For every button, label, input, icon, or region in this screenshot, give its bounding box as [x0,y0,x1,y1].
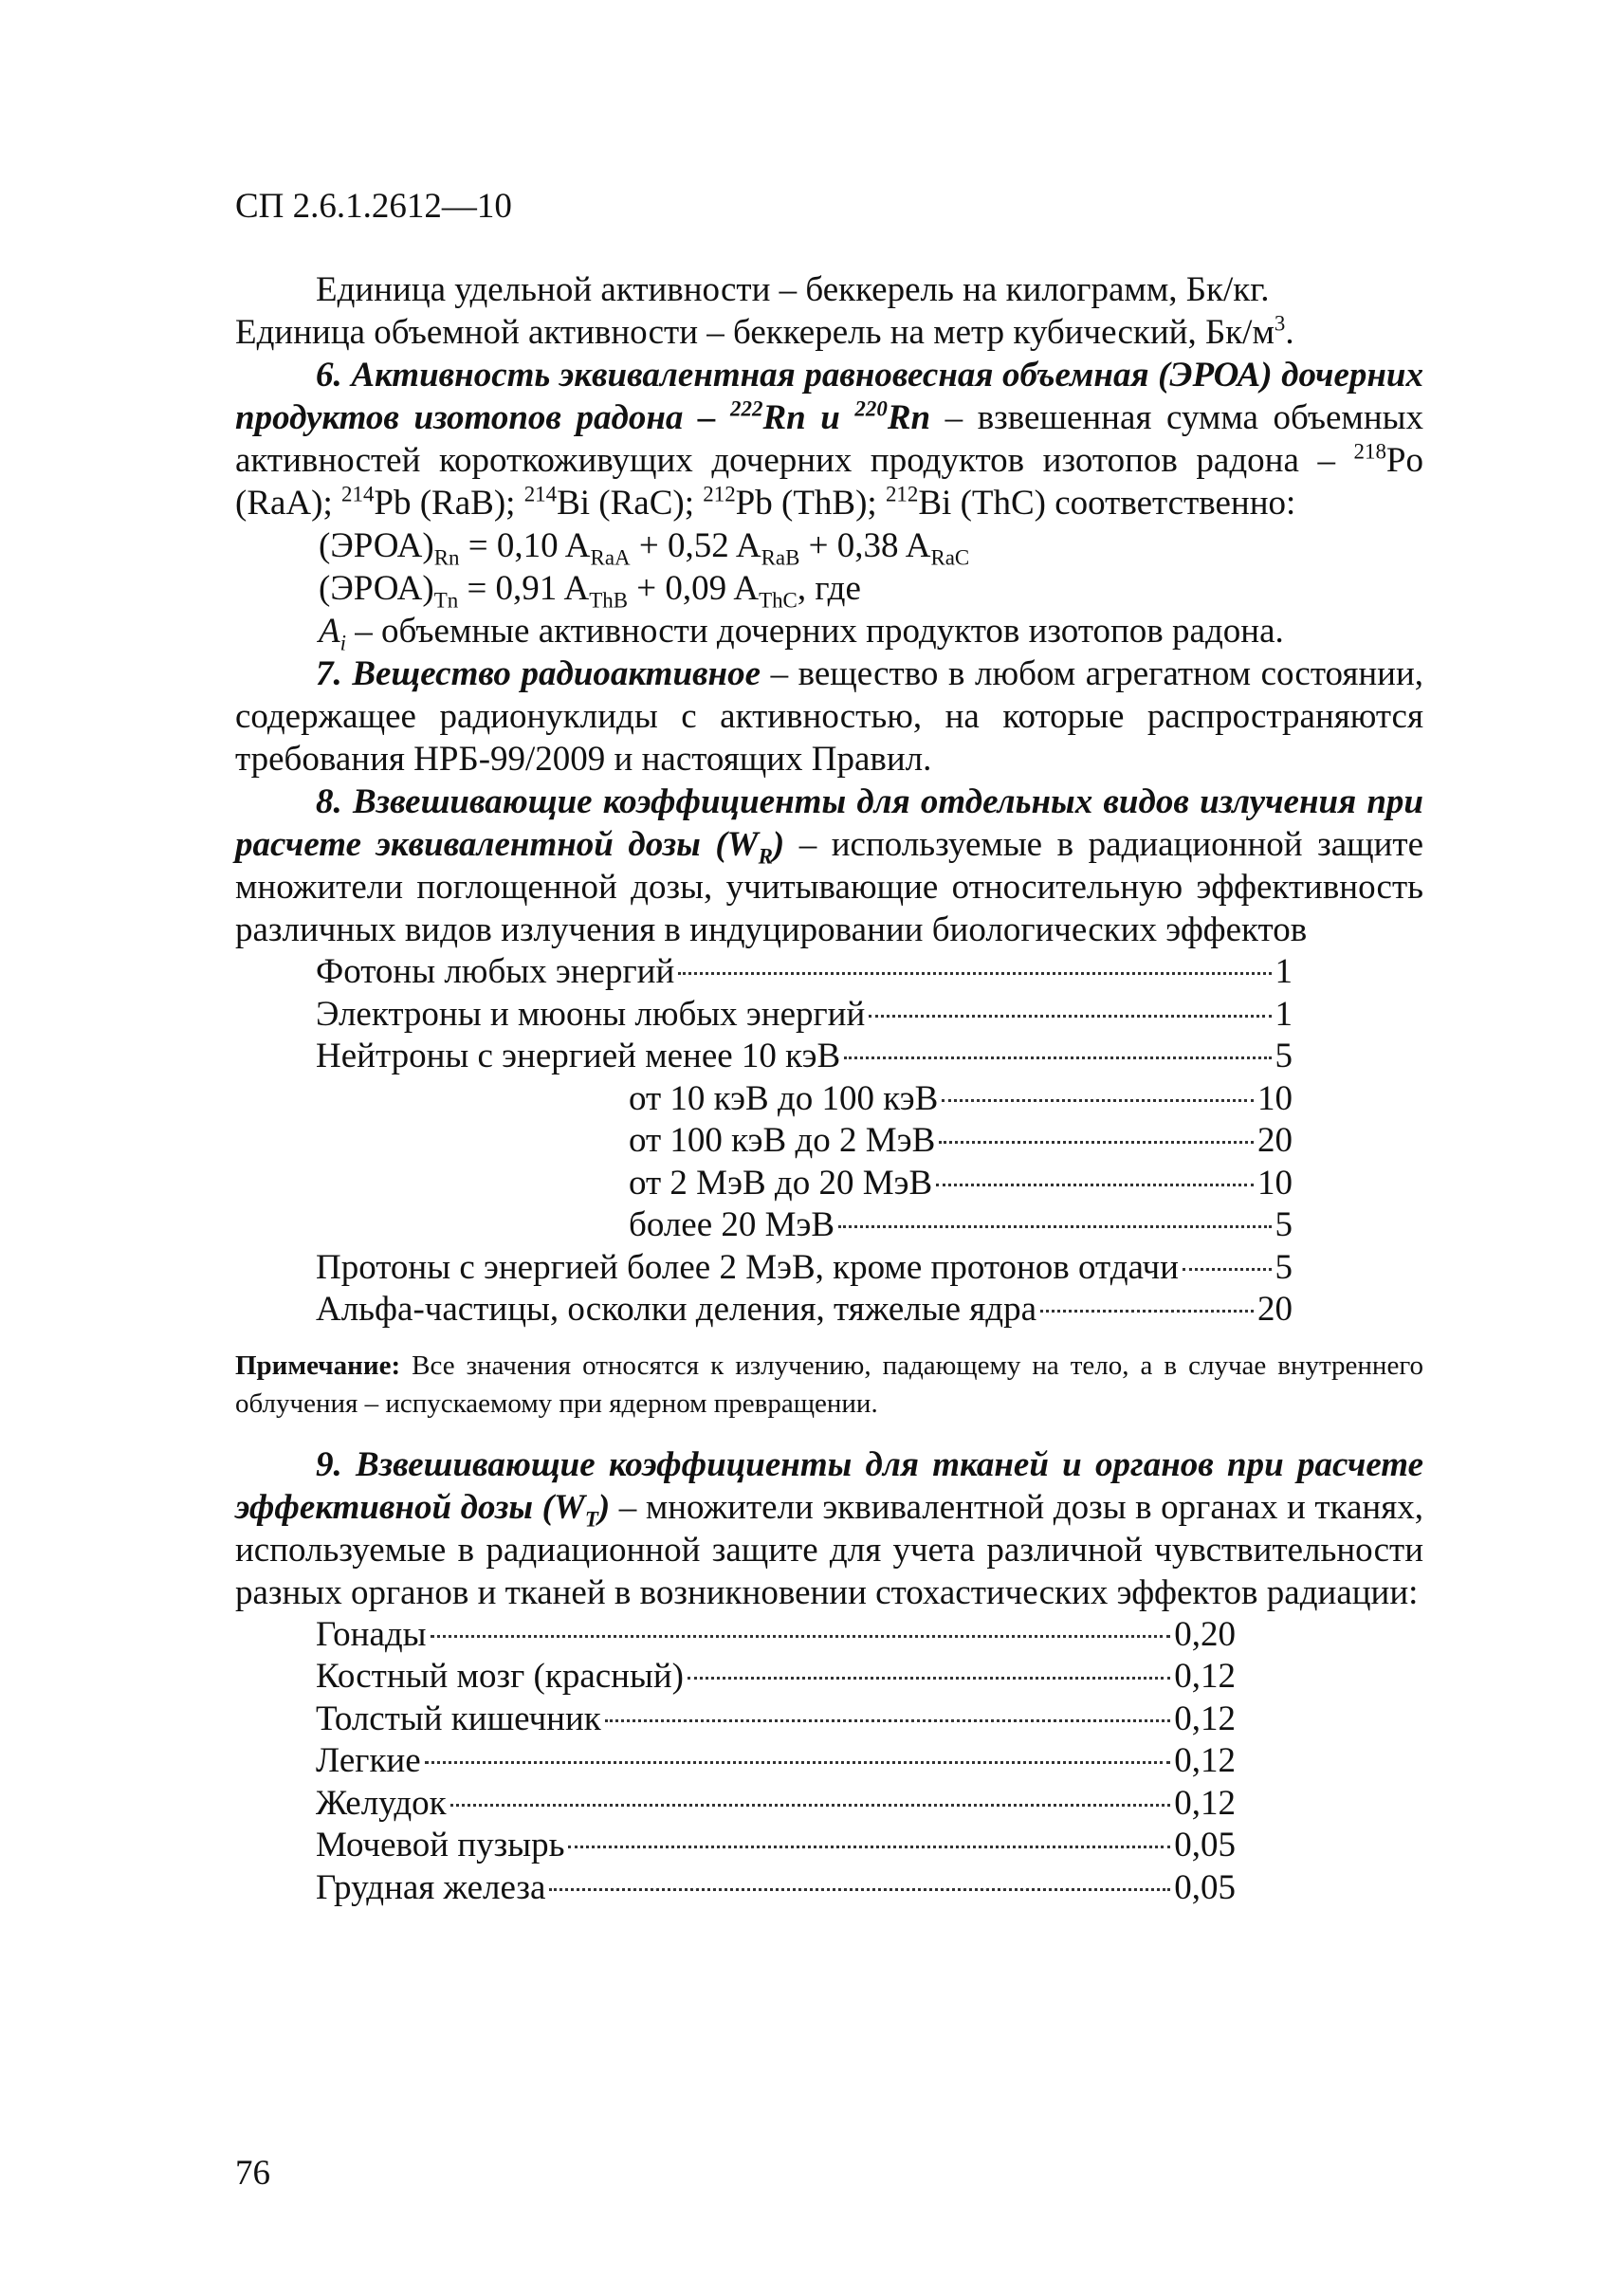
dot-leader [936,1184,1254,1186]
radiation-factor-row [316,1289,1293,1332]
tissue-factor-row-value: 0,12 [1174,1657,1236,1696]
radiation-factor-row-value: 10 [1257,1078,1293,1118]
radiation-factor-row [629,1204,1293,1247]
intro-line-1: Единица удельной активности – беккерель на килограмм, Бк/кг. [316,270,1270,309]
dot-leader [568,1846,1170,1848]
radiation-weighting-list [235,951,1423,1332]
tissue-factor-row [316,1783,1236,1826]
tissue-factor-row-value: 0,12 [1174,1699,1236,1738]
radiation-factor-row-value: 5 [1275,1205,1293,1244]
dot-leader [1040,1310,1254,1313]
intro-line-2: Единица объемной активности – беккерель на метр кубический, $Бк/м^3$. [235,311,1294,352]
dot-leader [1183,1268,1272,1271]
definition-6: 6. Активность эквивалентная равновесная объемная (ЭРОА) дочерних продуктов изотопов радона – $^{222}$Rn и $^{220}$Rn – взвешенная сумма объемных активностей короткоживущих дочерних продуктов изотопов радона – $^{218}$Po (RaA); $^{214}$Pb (RaB); $^{214}$Bi (RaC); $^{212}$Pb (ThB); $^{212}$Bi (ThC) соответственно: [235,356,1424,523]
radiation-factor-row-label: Протоны с энергией более 2 МэВ, кроме протонов отдачи [316,1247,1179,1287]
radiation-factor-row-label: более 20 МэВ [629,1205,835,1244]
radiation-factor-row-value: 20 [1257,1121,1293,1160]
tissue-factor-row-label: Грудная железа [316,1867,546,1907]
page-header: СП 2.6.1.2612—10 [235,187,512,226]
radiation-factor-row [629,1078,1293,1121]
tissue-factor-row-value: 0,05 [1174,1867,1236,1907]
radiation-factor-row-value: 10 [1257,1163,1293,1203]
radiation-factor-row-label: Электроны и мюоны любых энергий [316,994,866,1034]
radiation-factor-row-label: Фотоны любых энергий [316,952,675,991]
radiation-factor-row-value: 1 [1275,952,1293,991]
note: Примечание: Все значения относятся к излучению, падающему на тело, а в случае внутреннего облучения – испускаемому при ядерном превращении. [235,1350,1423,1419]
tissue-factor-row-label: Костный мозг (красный) [316,1657,684,1696]
radiation-factor-row-label: от 10 кэВ до 100 кэВ [629,1078,939,1118]
tissue-factor-row-value: 0,05 [1174,1826,1236,1864]
body-text [235,268,1423,1909]
radiation-factor-row-value: 20 [1257,1290,1293,1329]
tissue-weighting-list [235,1614,1423,1910]
tissue-factor-row-value: 0,12 [1174,1741,1236,1780]
tissue-factor-row-label: Толстый кишечник [316,1699,601,1738]
radiation-factor-row [316,951,1293,994]
dot-leader [425,1761,1171,1764]
radiation-factor-row [629,1120,1293,1163]
dot-leader [688,1677,1170,1680]
radiation-factor-row-value: 5 [1275,1037,1293,1075]
radiation-factor-row-label: Альфа-частицы, осколки деления, тяжелые ядра [316,1290,1037,1329]
dot-leader [450,1804,1171,1807]
dot-leader [549,1888,1170,1891]
definition-9: 9. Взвешивающие коэффициенты для тканей и органов при расчете эффективной дозы $(W_T)$ – множители эквивалентной дозы в органах и тканях, используемые в радиационной защите для учета различной чувствительности разных органов и тканей в возникновении стохастических эффектов радиации: [235,1444,1423,1612]
formula-ai-legend: $A_i$ – объемные активности дочерних продуктов изотопов радона. [319,612,1284,655]
tissue-factor-row [316,1699,1236,1741]
tissue-factor-row [316,1825,1236,1867]
radiation-factor-row-label: от 2 МэВ до 20 МэВ [629,1163,933,1203]
tissue-factor-row [316,1740,1236,1783]
dot-leader [678,972,1271,975]
radiation-factor-row [316,1247,1293,1290]
radiation-factor-row [316,1036,1293,1078]
dot-leader [431,1635,1171,1638]
dot-leader [942,1099,1254,1102]
formula-eroa-tn: $(ЭРОА)_{Tn} = 0,91$ $A_{ThB} + 0,09$ $A_{ThC}$, где [319,569,861,613]
tissue-factor-row-label: Желудок [316,1783,447,1823]
dot-leader [939,1141,1254,1144]
tissue-factor-row-label: Гонады [316,1614,427,1654]
tissue-factor-row-label: Мочевой пузырь [316,1826,565,1864]
dot-leader [838,1225,1271,1228]
tissue-factor-row-label: Легкие [316,1741,421,1780]
radiation-factor-row [316,994,1293,1037]
tissue-factor-row-value: 0,20 [1174,1614,1236,1654]
radiation-factor-row-label: Нейтроны с энергией менее 10 кэВ [316,1037,841,1075]
dot-leader [844,1056,1271,1059]
radiation-factor-row-value: 5 [1275,1247,1293,1287]
tissue-factor-row [316,1614,1236,1657]
definition-8: 8. Взвешивающие коэффициенты для отдельных видов излучения при расчете эквивалентной дозы $(W_R)$ – используемые в радиационной защите множители поглощенной дозы, учитывающие относительную эффективность различных видов излучения в индуцировании биологических эффектов [235,782,1424,949]
radiation-factor-row [629,1163,1293,1205]
dot-leader [869,1015,1271,1018]
definition-7: 7. Вещество радиоактивное – вещество в любом агрегатном состоянии, содержащее радионуклиды с активностью, на которые распространяются требования НРБ-99/2009 и настоящих Правил. [235,654,1424,779]
tissue-factor-row [316,1656,1236,1699]
tissue-factor-row [316,1867,1236,1910]
page-number: 76 [235,2154,270,2193]
dot-leader [605,1719,1170,1722]
formula-eroa-rn: $(ЭРОА)_{Rn} = 0,10$ $A_{RaA} + 0,52$ $A_{RaB} + 0,38$ $A_{RaC}$ [319,526,970,570]
tissue-factor-row-value: 0,12 [1174,1783,1236,1823]
radiation-factor-row-value: 1 [1275,994,1293,1034]
radiation-factor-row-label: от 100 кэВ до 2 МэВ [629,1121,936,1160]
